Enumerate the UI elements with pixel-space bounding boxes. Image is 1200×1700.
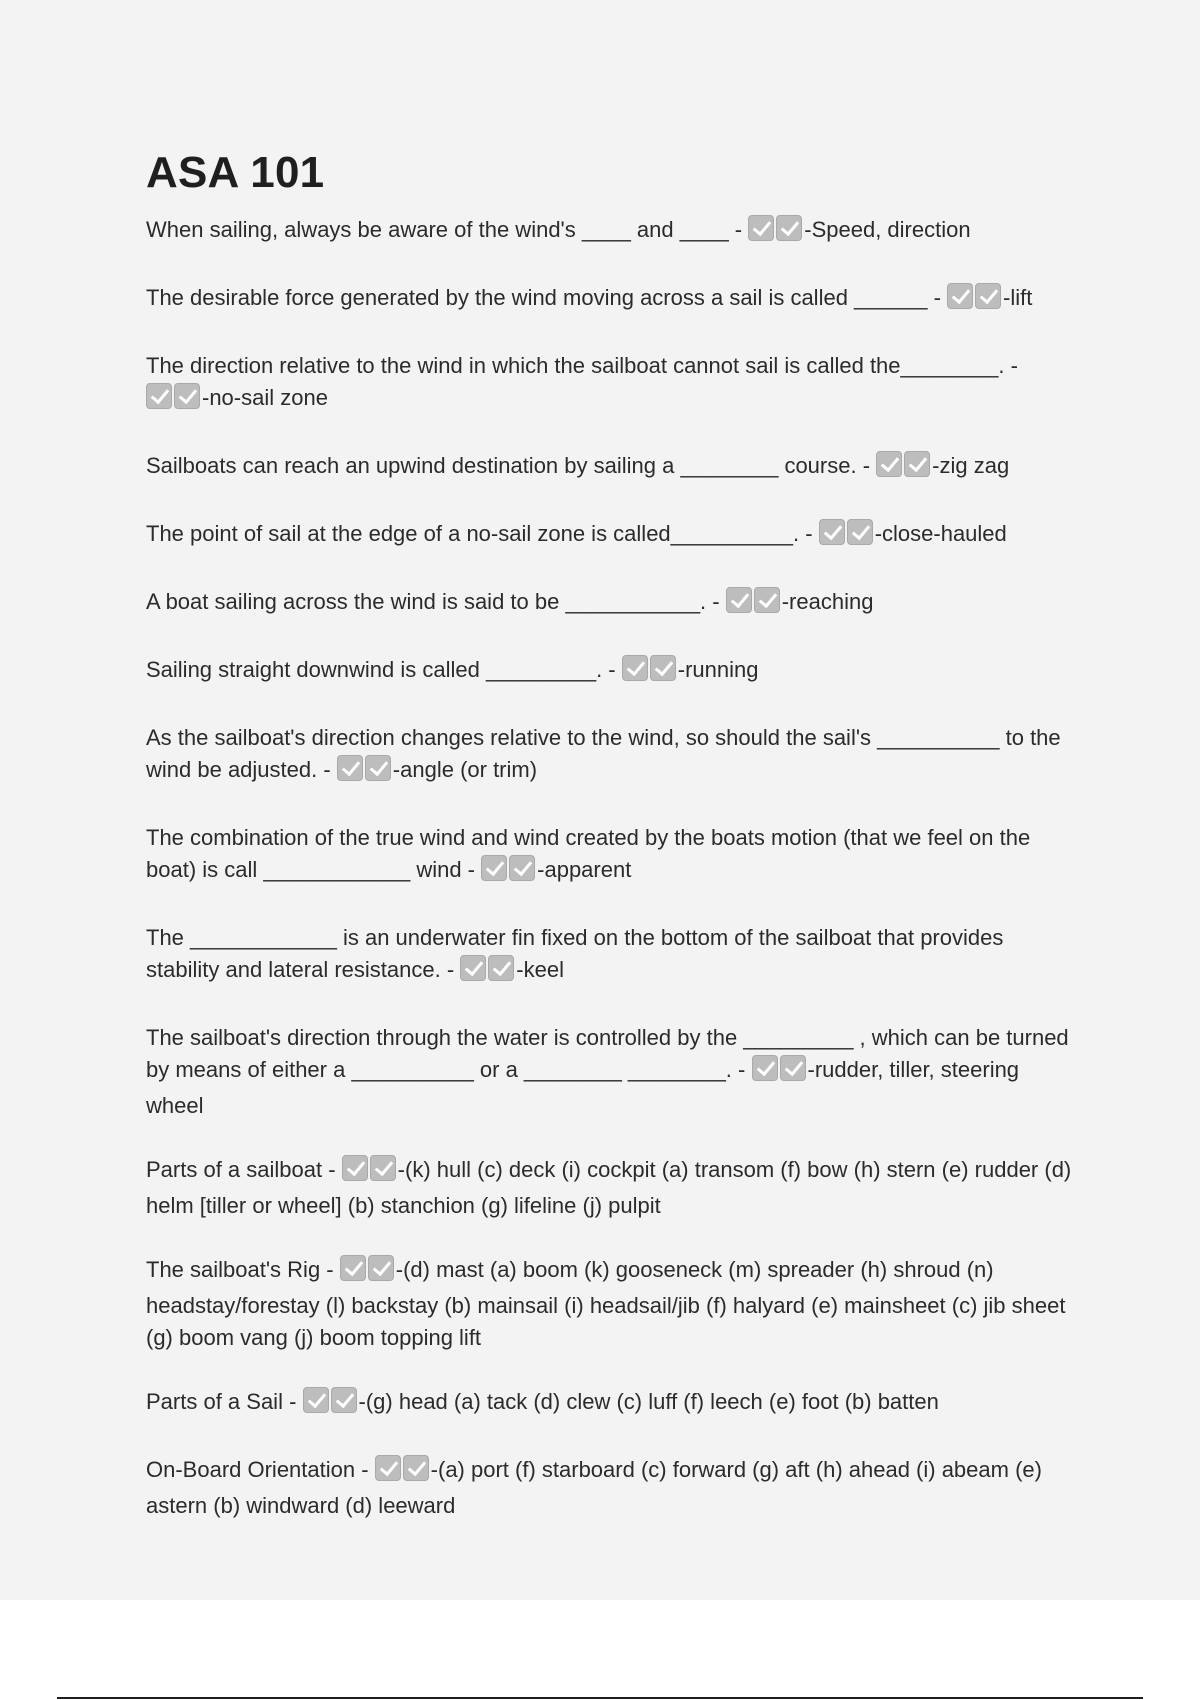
document-title: ASA 101 (146, 148, 325, 197)
check-mark-icon (748, 215, 774, 241)
qa-item (146, 450, 1076, 486)
answer-text: -running (677, 657, 759, 682)
answer-text: -keel (516, 957, 564, 982)
answer-checks (947, 283, 1003, 318)
answer-text: -lift (1003, 285, 1033, 310)
qa-item (146, 1454, 1076, 1522)
answer-checks (460, 955, 516, 990)
check-mark-icon (370, 1155, 396, 1181)
answer-text: -(d) mast (a) boom (k) gooseneck (m) spreader (h) shroud (n) headstay/forestay (l) backstay (b) mainsail (i) headsail/jib (f) halyard (e) mainsheet (c) jib sheet (g) boom vang (j) boom topping lift (146, 1257, 1066, 1350)
question-text: On-Board Orientation - (146, 1457, 369, 1482)
answer-checks (303, 1387, 359, 1422)
check-mark-icon (342, 1155, 368, 1181)
answer-text: -apparent (537, 857, 632, 882)
check-mark-icon (368, 1255, 394, 1281)
check-mark-icon (754, 587, 780, 613)
answer-checks (342, 1155, 398, 1190)
answer-text: -(g) head (a) tack (d) clew (c) luff (f) leech (e) foot (b) batten (358, 1389, 939, 1414)
check-mark-icon (876, 451, 902, 477)
answer-checks (375, 1455, 431, 1490)
answer-checks (876, 451, 932, 486)
answer-text: -(k) hull (c) deck (i) cockpit (a) transom (f) bow (h) stern (e) rudder (d) helm [tiller or wheel] (b) stanchion (g) lifeline (j) pulpit (146, 1157, 1072, 1218)
qa-item (146, 350, 1076, 418)
answer-text: -rudder, tiller, steering wheel (146, 1057, 1020, 1118)
qa-item (146, 654, 1076, 690)
check-mark-icon (146, 383, 172, 409)
answer-text: -angle (or trim) (392, 757, 538, 782)
check-mark-icon (752, 1055, 778, 1081)
question-text: The point of sail at the edge of a no-sail zone is called__________. - (146, 521, 813, 546)
qa-item (146, 1154, 1076, 1222)
answer-text: -Speed, direction (804, 217, 971, 242)
check-mark-icon (460, 955, 486, 981)
check-mark-icon (726, 587, 752, 613)
check-mark-icon (488, 955, 514, 981)
check-mark-icon (650, 655, 676, 681)
question-list (146, 214, 1076, 1522)
footer-divider (57, 1697, 1143, 1699)
check-mark-icon (904, 451, 930, 477)
question-text: The ____________ is an underwater fin fixed on the bottom of the sailboat that provides stability and lateral resistance. - (146, 925, 1004, 982)
question-text: The combination of the true wind and wind created by the boats motion (that we feel on the boat) is call ____________ wind - (146, 825, 1031, 882)
question-text: Sailing straight downwind is called _________. - (146, 657, 616, 682)
check-mark-icon (975, 283, 1001, 309)
answer-checks (622, 655, 678, 690)
document-content (146, 146, 1076, 1522)
answer-text: -zig zag (932, 453, 1010, 478)
question-text: The sailboat's direction through the water is controlled by the _________ , which can be turned by means of either a __________ or a ________ ________. - (146, 1025, 1069, 1082)
answer-checks (752, 1055, 808, 1090)
qa-item (146, 214, 1076, 250)
question-text: Parts of a sailboat - (146, 1157, 336, 1182)
answer-text: -no-sail zone (202, 385, 328, 410)
question-text: A boat sailing across the wind is said to be ___________. - (146, 589, 720, 614)
check-mark-icon (174, 383, 200, 409)
question-text: The direction relative to the wind in which the sailboat cannot sail is called the________. - (146, 353, 1018, 378)
check-mark-icon (337, 755, 363, 781)
answer-text: -reaching (781, 589, 874, 614)
check-mark-icon (403, 1455, 429, 1481)
qa-item (146, 1386, 1076, 1422)
check-mark-icon (481, 855, 507, 881)
answer-checks (748, 215, 804, 250)
check-mark-icon (847, 519, 873, 545)
check-mark-icon (303, 1387, 329, 1413)
question-text: When sailing, always be aware of the wind's ____ and ____ - (146, 217, 743, 242)
check-mark-icon (780, 1055, 806, 1081)
check-mark-icon (947, 283, 973, 309)
qa-item (146, 518, 1076, 554)
answer-checks (726, 587, 782, 622)
answer-checks (340, 1255, 396, 1290)
answer-text: -close-hauled (874, 521, 1007, 546)
qa-item (146, 1022, 1076, 1122)
qa-item (146, 586, 1076, 622)
qa-item (146, 922, 1076, 990)
check-mark-icon (819, 519, 845, 545)
check-mark-icon (509, 855, 535, 881)
question-text: Parts of a Sail - (146, 1389, 297, 1414)
answer-checks (337, 755, 393, 790)
qa-item (146, 722, 1076, 790)
qa-item (146, 1254, 1076, 1354)
answer-checks (481, 855, 537, 890)
answer-text: -(a) port (f) starboard (c) forward (g) aft (h) ahead (i) abeam (e) astern (b) windward (d) leeward (146, 1457, 1042, 1518)
answer-checks (146, 383, 202, 418)
question-text: The desirable force generated by the wind moving across a sail is called ______ - (146, 285, 941, 310)
check-mark-icon (375, 1455, 401, 1481)
check-mark-icon (340, 1255, 366, 1281)
check-mark-icon (622, 655, 648, 681)
qa-item (146, 282, 1076, 318)
question-text: The sailboat's Rig - (146, 1257, 334, 1282)
check-mark-icon (776, 215, 802, 241)
check-mark-icon (331, 1387, 357, 1413)
question-text: As the sailboat's direction changes relative to the wind, so should the sail's __________ to the wind be adjusted. - (146, 725, 1061, 782)
check-mark-icon (365, 755, 391, 781)
answer-checks (819, 519, 875, 554)
qa-item (146, 822, 1076, 890)
question-text: Sailboats can reach an upwind destination by sailing a ________ course. - (146, 453, 871, 478)
